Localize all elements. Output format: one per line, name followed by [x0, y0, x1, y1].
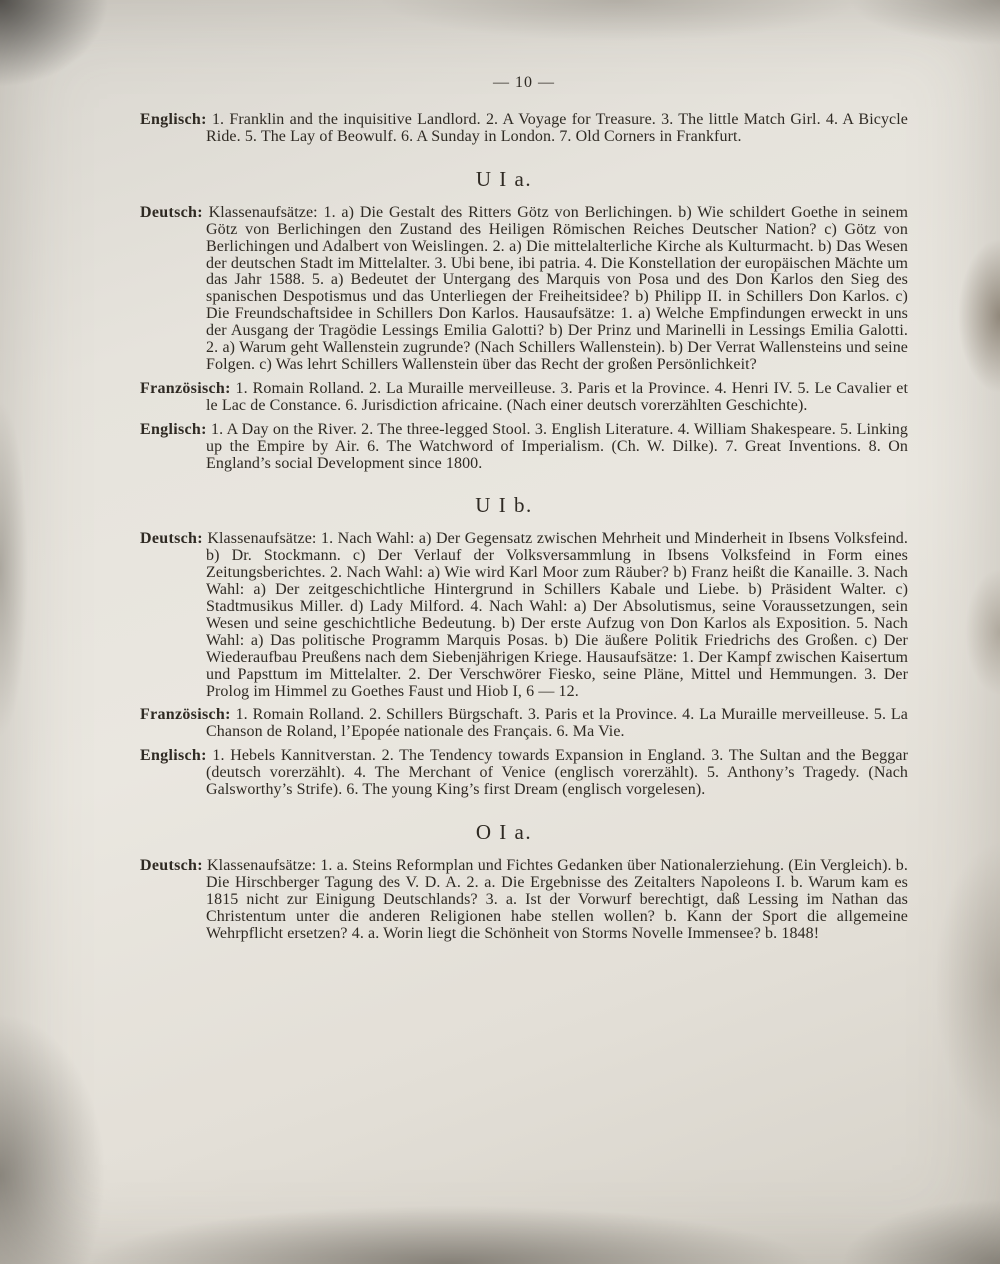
entry-u1b-deutsch	[140, 531, 908, 700]
entry-u1b-englisch	[140, 748, 908, 799]
subject-label-franzoesisch: Französisch:	[140, 706, 231, 724]
subject-label-deutsch: Deutsch:	[140, 203, 203, 221]
subject-label-deutsch: Deutsch:	[140, 857, 203, 874]
subject-label-englisch: Englisch:	[140, 747, 207, 765]
entry-u1a-franzoesisch	[140, 381, 908, 415]
entry-text: 1. Hebels Kannitverstan. 2. The Tendency towards Expansion in England. 3. The Sultan and the Beggar (deutsch vorerzählt). 4. The Merchant of Venice (englisch vorerzählt). 5. Anthony’s Tragedy. (Nach Galsworthy’s Strife). 6. The young King’s first Dream (englisch vorgelesen).	[206, 747, 908, 799]
entry-o1a-deutsch	[140, 858, 908, 943]
entry-text: 1. A Day on the River. 2. The three-legged Stool. 3. English Literature. 4. William Shakespeare. 5. Linking up the Empire by Air. 6. The Watchword of Imperialism. (Ch. W. Dilke). 7. Great Inventions. 8. On England’s social Development since 1800.	[206, 420, 908, 472]
entry-text: 1. Romain Rolland. 2. La Muraille merveilleuse. 3. Paris et la Province. 4. Henri IV. 5. Le Cavalier et le Lac de Constance. 6. Jurisdiction africaine. (Nach einer deutsch vorerzählten Geschichte).	[206, 379, 908, 414]
entry-u1b-franzoesisch	[140, 707, 908, 741]
entry-u1a-englisch	[140, 422, 908, 473]
entry-text: Klassenaufsätze: 1. a. Steins Reformplan und Fichtes Gedanken über Nationalerziehung. (Ein Vergleich). b. Die Hirschberger Tagung des V. D. A. 2. a. Die Ergebnisse des Zeitalters Napoleons I. b. Warum kam es 1815 nicht zur Einigung Deutschlands? 3. a. Ist der Vorwurf berechtigt, daß Lessing im Nathan das Christentum unter die anderen Religionen habe stellen wollen? b. Kann der Sport die allgemeine Wehrpflicht ersetzen? 4. a. Worin liegt die Schönheit von Storms Novelle Immensee? b. 1848!	[206, 857, 908, 942]
subject-label-deutsch: Deutsch:	[140, 530, 203, 548]
page-number: — 10 —	[493, 74, 555, 91]
entry-top-englisch	[140, 112, 908, 146]
class-heading-u1b: U I b.	[475, 493, 533, 518]
entry-text: 1. Romain Rolland. 2. Schillers Bürgschaft. 3. Paris et la Province. 4. La Muraille merveilleuse. 5. La Chanson de Roland, l’Epopée nationale des Français. 6. Ma Vie.	[206, 706, 908, 741]
entry-u1a-deutsch	[140, 205, 908, 374]
entry-text: 1. Franklin and the inquisitive Landlord. 2. A Voyage for Treasure. 3. The little Match Girl. 4. A Bicycle Ride. 5. The Lay of Beowulf. 6. A Sunday in London. 7. Old Corners in Frankfurt.	[206, 111, 908, 145]
subject-label-franzoesisch: Französisch:	[140, 379, 231, 397]
subject-label-englisch: Englisch:	[140, 420, 207, 438]
entry-text: Klassenaufsätze: 1. Nach Wahl: a) Der Gegensatz zwischen Mehrheit und Minderheit in Ibsens Volksfeind. b) Dr. Stockmann. c) Der Verlauf der Volksversammlung in Ibsens Volksfeind in Form eines Zeitungsberichtes. 2. Nach Wahl: a) Wie wird Karl Moor zum Räuber? b) Franz heißt die Kanaille. 3. Nach Wahl: a) Der zeitgeschichtliche Hintergrund in Schillers Kabale und Liebe. b) Präsident Walter. c) Stadtmusikus Miller. d) Lady Milford. 4. Nach Wahl: a) Der Absolutismus, seine Voraussetzungen, sein Wesen und seine geschichtliche Bedeutung. b) Der erste Aufzug von Don Karlos als Exposition. 5. Nach Wahl: a) Das politische Programm Marquis Posas. b) Die äußere Politik Friedrichs des Großen. c) Der Wiederaufbau Preußens nach dem Siebenjährigen Kriege. Hausaufsätze: 1. Der Kampf zwischen Kaisertum und Papsttum im Mittelalter. 2. Der Verschwörer Fiesko, seine Pläne, Mittel und Hemmungen. 3. Der Prolog im Himmel zu Goethes Faust und Hiob I, 6 — 12.	[206, 530, 908, 700]
subject-label-englisch: Englisch:	[140, 111, 207, 128]
entry-text: Klassenaufsätze: 1. a) Die Gestalt des Ritters Götz von Berlichingen. b) Wie schildert Goethe in seinem Götz von Berlichingen den Zustand des Heiligen Römischen Reiches Deutscher Nation? c) Götz von Berlichingen und Adalbert von Weislingen. 2. a) Die mittelalterliche Kirche als Kulturmacht. b) Das Wesen der deutschen Stadt im Mittelalter. 3. Ubi bene, ibi patria. 4. Die Konstellation der europäischen Mächte um das Jahr 1588. 5. a) Bedeutet der Untergang des Marquis von Posa und des Don Karlos den Sieg des spanischen Despotismus und das Unterliegen der Freiheitsidee? b) Philipp II. in Schillers Don Karlos. c) Die Freundschaftsidee in Schillers Don Karlos. Hausaufsätze: 1. a) Welche Empfindungen erweckt in uns der Ausgang der Tragödie Lessings Emilia Galotti? b) Der Prinz und Marinelli in Lessings Emilia Galotti. 2. a) Warum geht Wallenstein zugrunde? (Nach Schillers Wallenstein). b) Der Verrat Wallensteins und seine Folgen. c) Was lehrt Schillers Wallenstein über das Recht der großen Persönlichkeit?	[206, 203, 908, 373]
class-heading-o1a: O I a.	[475, 820, 533, 844]
class-heading-u1a: U I a.	[475, 166, 533, 191]
